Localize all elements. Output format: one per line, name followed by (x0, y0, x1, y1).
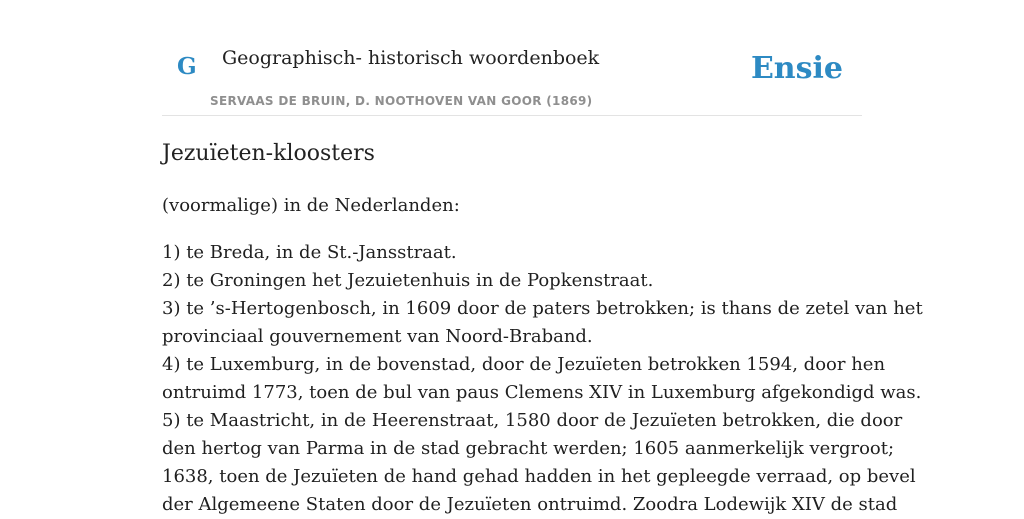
entry-line: den hertog van Parma in de stad gebracht werden; 1605 aanmerkelijk vergroot; (162, 438, 895, 459)
book-header (162, 0, 862, 116)
book-title-link[interactable]: Geographisch- historisch woordenboek (222, 47, 600, 69)
entry-line: der Algemeene Staten door de Jezuïeten ontruimd. Zoodra Lodewijk XIV de stad (162, 494, 898, 515)
entry-line: 4) te Luxemburg, in de bovenstad, door de Jezuïeten betrokken 1594, door hen (162, 354, 886, 375)
entry-line: 2) te Groningen het Jezuietenhuis in de Popkenstraat. (162, 270, 654, 291)
entry-line: provinciaal gouvernement van Noord-Braband. (162, 326, 593, 347)
entry-title: Jezuïeten-kloosters (162, 141, 375, 166)
entry-line: 5) te Maastricht, in de Heerenstraat, 1580 door de Jezuïeten betrokken, die door (162, 410, 903, 431)
entry-line: 3) te ’s-Hertogenbosch, in 1609 door de paters betrokken; is thans de zetel van het (162, 298, 923, 319)
book-letter-icon[interactable]: G (177, 53, 197, 80)
entry-line: 1) te Breda, in de St.-Jansstraat. (162, 242, 457, 263)
ensie-logo[interactable]: Ensie (750, 51, 843, 86)
book-author: SERVAAS DE BRUIN, D. NOOTHOVEN VAN GOOR (1869) (210, 94, 593, 108)
entry-line: ontruimd 1773, toen de bul van paus Clemens XIV in Luxemburg afgekondigd was. (162, 382, 922, 403)
page-container (162, 0, 923, 515)
entry-body (162, 239, 923, 519)
entry-intro: (voormalige) in de Nederlanden: (162, 195, 460, 216)
entry-line: 1638, toen de Jezuïeten de hand gehad hadden in het gepleegde verraad, op bevel (162, 466, 916, 487)
